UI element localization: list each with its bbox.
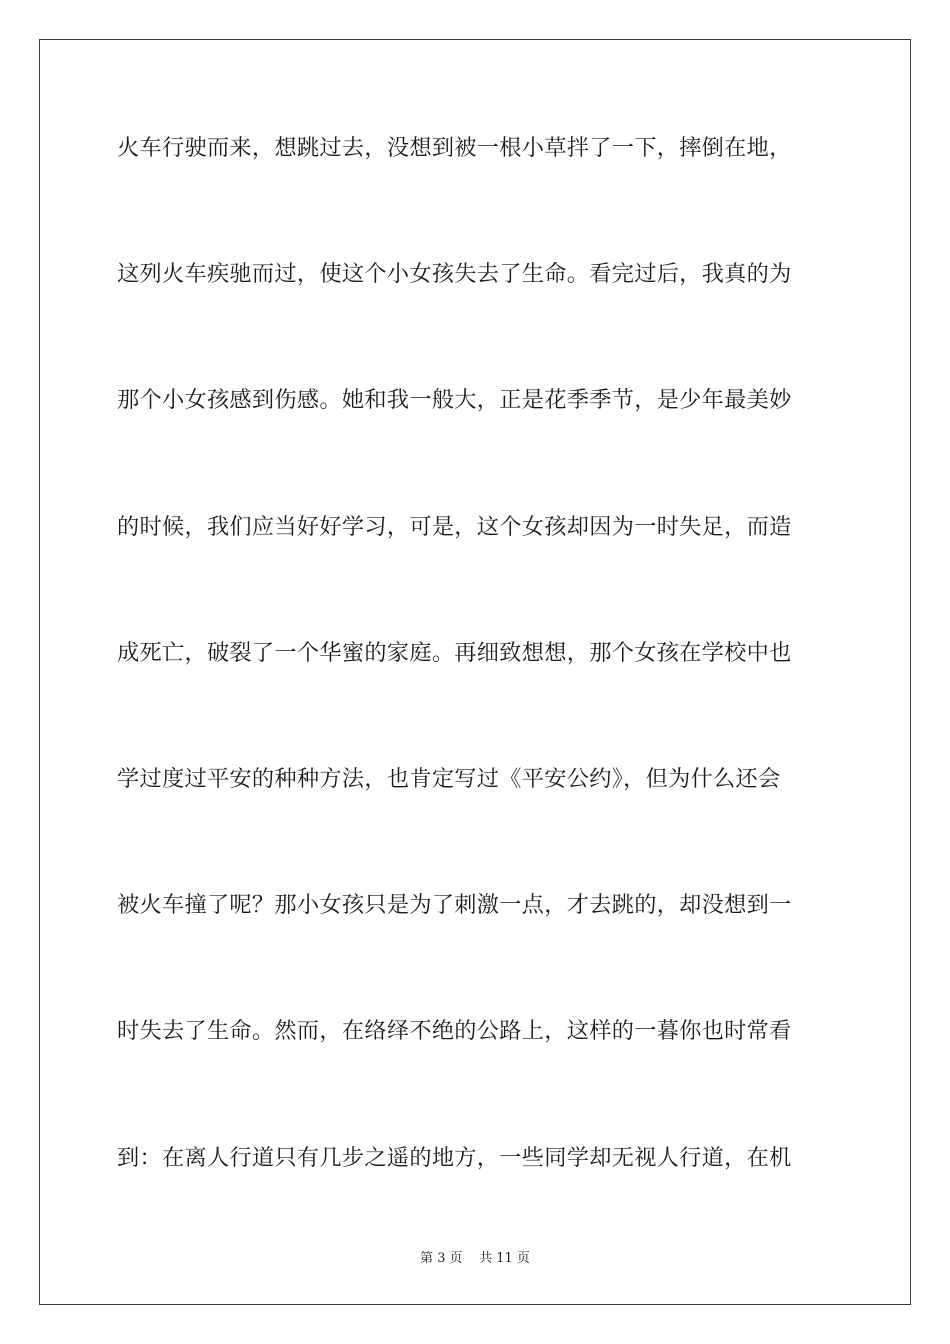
text-line: 到：在离人行道只有几步之遥的地方，一些同学却无视人行道，在机 bbox=[117, 1144, 792, 1171]
text-line: 时失去了生命。然而，在络绎不绝的公路上，这样的一暮你也时常看 bbox=[117, 1018, 792, 1045]
text-line: 这列火车疾驰而过，使这个小女孩失去了生命。看完过后，我真的为 bbox=[117, 261, 792, 288]
page-number-footer: 第 3 页 共 11 页 bbox=[420, 1251, 530, 1266]
text-line: 的时候，我们应当好好学习，可是，这个女孩却因为一时失足，而造 bbox=[117, 513, 792, 540]
text-line: 那个小女孩感到伤感。她和我一般大，正是花季季节，是少年最美妙 bbox=[117, 387, 792, 414]
text-line: 被火车撞了呢？那小女孩只是为了刺激一点，才去跳的，却没想到一 bbox=[117, 892, 792, 919]
text-line: 成死亡，破裂了一个华蜜的家庭。再细致想想，那个女孩在学校中也 bbox=[117, 639, 792, 666]
text-line: 火车行驶而来，想跳过去，没想到被一根小草拌了一下，摔倒在地， bbox=[117, 135, 792, 161]
text-line: 学过度过平安的种种方法，也肯定写过《平安公约》，但为什么还会 bbox=[117, 765, 781, 792]
document-body bbox=[117, 135, 837, 1271]
